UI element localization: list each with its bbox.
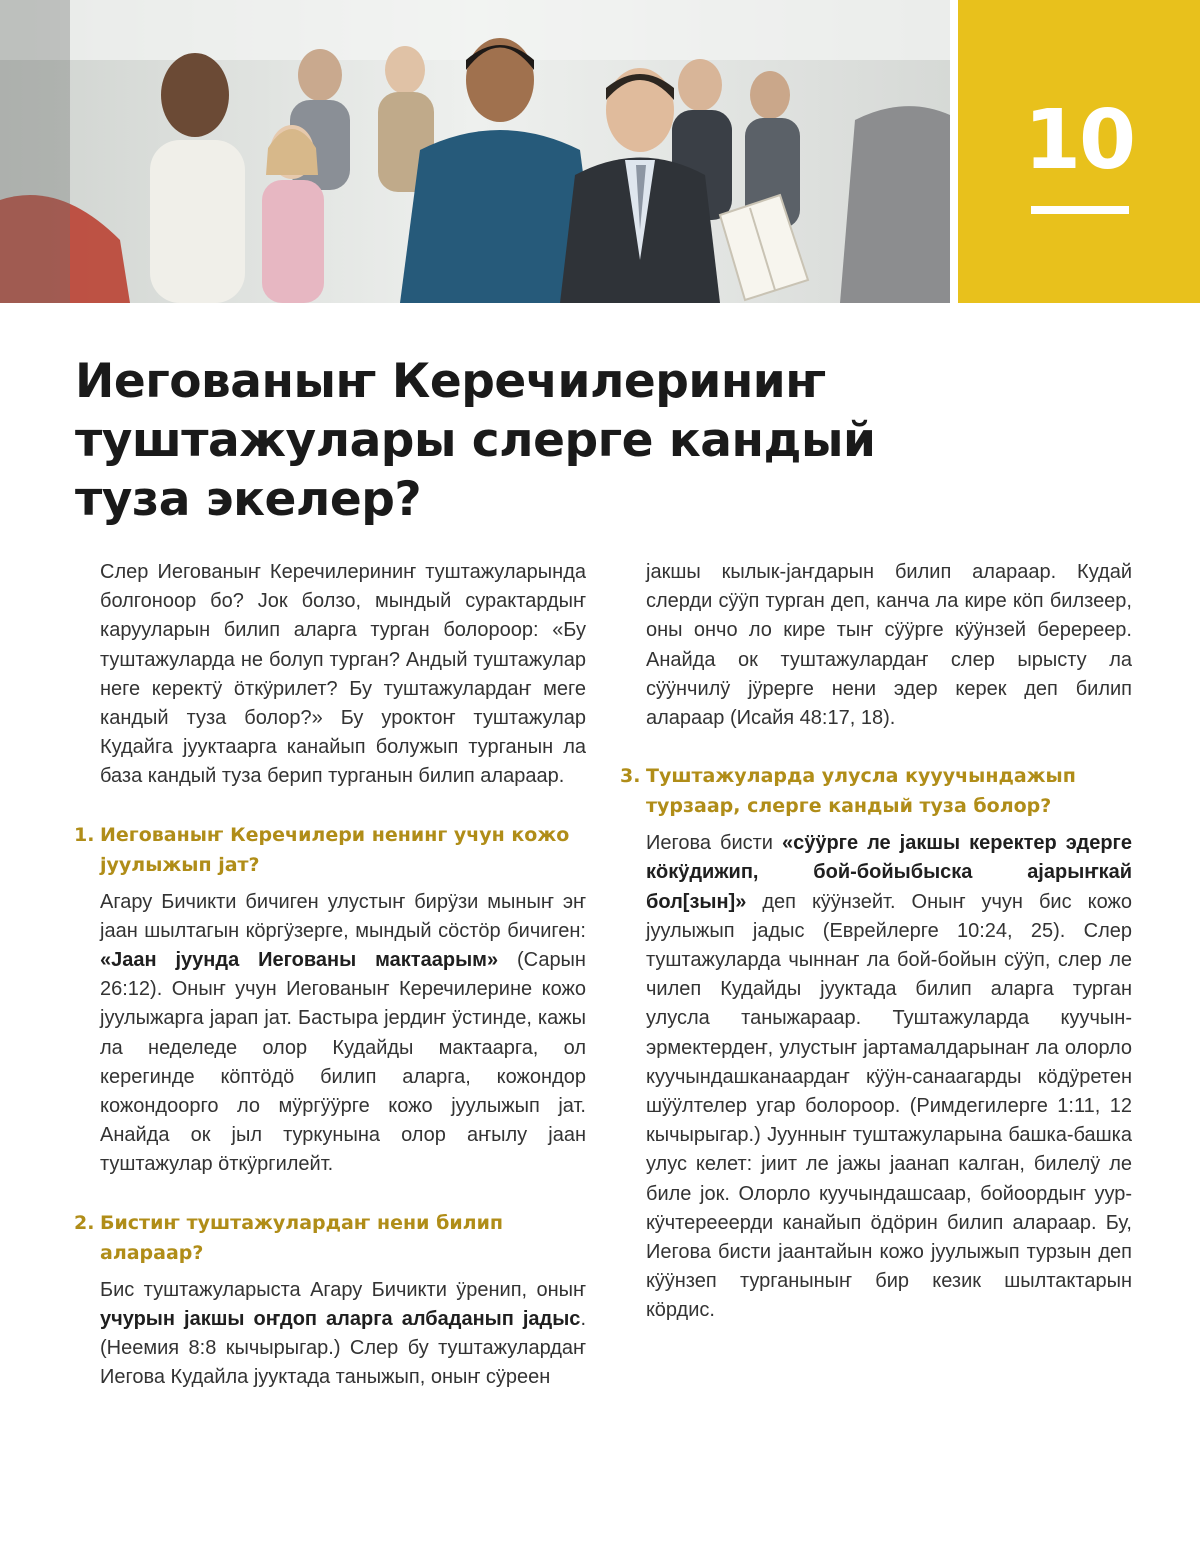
left-column xyxy=(74,558,586,1392)
section-2-number: 2. xyxy=(74,1211,95,1234)
section-1-number: 1. xyxy=(74,823,95,846)
section-3-text-bold: «сӱӱрге ле јакшы керектер эдерге кӧкӱдижип, бой-бойыбыска ајарыҥкай бол[зын]» xyxy=(646,832,1132,913)
section-1-heading xyxy=(74,820,586,880)
section-2-text-bold: учурын јакшы оҥдоп аларга албаданып јадыс xyxy=(100,1307,581,1330)
section-1-text-a: Агару Бичикти бичиген улустыҥ бирӱзи мыныҥ эҥ јаан шылтагын кӧргӱзерге, мындый сӧстӧр бичиген: xyxy=(100,890,586,942)
section-1-question: Иегованыҥ Керечилери ненинг учун кожо јуулыжып јат? xyxy=(100,823,570,876)
section-3-heading xyxy=(620,761,1132,821)
section-2-heading xyxy=(74,1208,586,1268)
section-3-paragraph xyxy=(646,829,1132,1325)
intro-paragraph: Слер Иегованыҥ Керечилериниҥ туштажуларында болгоноор бо? Јок болзо, мындый сурактардыҥ карууларын билип аларга турган болороор: «Бу туштажуларда не болуп турган? Андый туштажулар неге керектӱ ӧткӱрилет? Бу туштажулардаҥ меге кандый туза болор?» Бу уроктоҥ туштажулар Кудайга јууктаарга канайып болужып турганын ла база кандый туза берип турганын билип алараар. xyxy=(100,561,586,788)
section-3-text-b: деп кӱӱнзейт. Оныҥ учун бис кожо јуулыжып јадыс (Еврейлерге 10:24, 25). Слер туштажуларда чыннаҥ ла бой-бойын сӱӱп, слер ле чилеп Кудайды јууктада билип аларга турган улусла таныжараар. Туштажуларда куучын-эрмектердеҥ, улустыҥ јартамалдарынаҥ ла олорло куучындашканаардаҥ кӱӱн-санаагарды кӧдӱретен шӱӱлтелер угар болороор. (Римдегилерге 1:11, 12 кычырыгар.) Јуунныҥ туштажуларына башка-башка улус келет: јиит ле јажы јаанап калган, билелӱ ле биле јок. Олорло куучындашсаар, бойоордыҥ уур-кӱчтерееерди канайып ӧдӧрин билип алараар. Бу, Иегова бисти јаантайын кожо јуулыжып турзын деп кӱӱнзеп турганыныҥ бир кезик шылтактарын кӧрдис. xyxy=(646,890,1132,1322)
section-3-number: 3. xyxy=(620,765,641,788)
meeting-photo-illustration xyxy=(0,0,950,303)
lesson-number-underline xyxy=(1031,206,1129,214)
section-3-question: Туштажуларда улусла кууучындажып турзаар, слерге кандый туза болор? xyxy=(646,765,1076,818)
section-2-text-a: Бис туштажуларыста Агару Бичикти ӱренип, оныҥ xyxy=(100,1278,586,1301)
page-title: Иегованыҥ Керечилериниҥ туштажулары слерге кандый туза экелер? xyxy=(75,354,876,527)
lesson-number-box xyxy=(958,0,1200,303)
section-2-text-b: . (Неемия 8:8 кычырыгар.) Слер бу туштажулардаҥ Иегова Кудайла јууктада таныжып, оныҥ сӱреен xyxy=(100,1307,586,1389)
right-column xyxy=(620,558,1132,1326)
section-1-paragraph xyxy=(100,888,586,1180)
section-1-text-bold: «Јаан јуунда Иегованы мактаарым» xyxy=(100,949,499,972)
section-3-text-a: Иегова бисти xyxy=(646,832,782,855)
section-2-question: Бистиҥ туштажулардаҥ нени билип алараар? xyxy=(100,1211,504,1264)
section-2-paragraph-continued: јакшы кылык-јаҥдарын билип алараар. Кудай слерди сӱӱп турган деп, канча ла кире кӧп билзеер, оны ончо ло кире тыҥ сӱӱрге кӱӱнзей беререер. Анайда ок туштажулардаҥ слер ырысту ла сӱӱнчилӱ јӱрерге нени эдер керек деп билип алараар (Исайя 48:17, 18). xyxy=(646,561,1132,730)
lesson-number: 10 xyxy=(1023,93,1135,188)
section-2-paragraph xyxy=(100,1276,586,1393)
section-1-text-b: (Сарын 26:12). Оныҥ учун Иегованыҥ Керечилерине кожо јуулыжарга јарап јат. Бастыра јердиҥ ӱстинде, кажы ла неделеде олор Кудайды мактаарга, ол керегинде кӧптӧдӧ билип аларга, кожондор кожондоорго ло мӱргӱӱрге кожо јуулыжып јат. Анайда ок јыл туркунына олор аҥылу јаан туштажулар ӧткӱргилейт. xyxy=(100,949,586,1176)
header-photo xyxy=(0,0,950,303)
